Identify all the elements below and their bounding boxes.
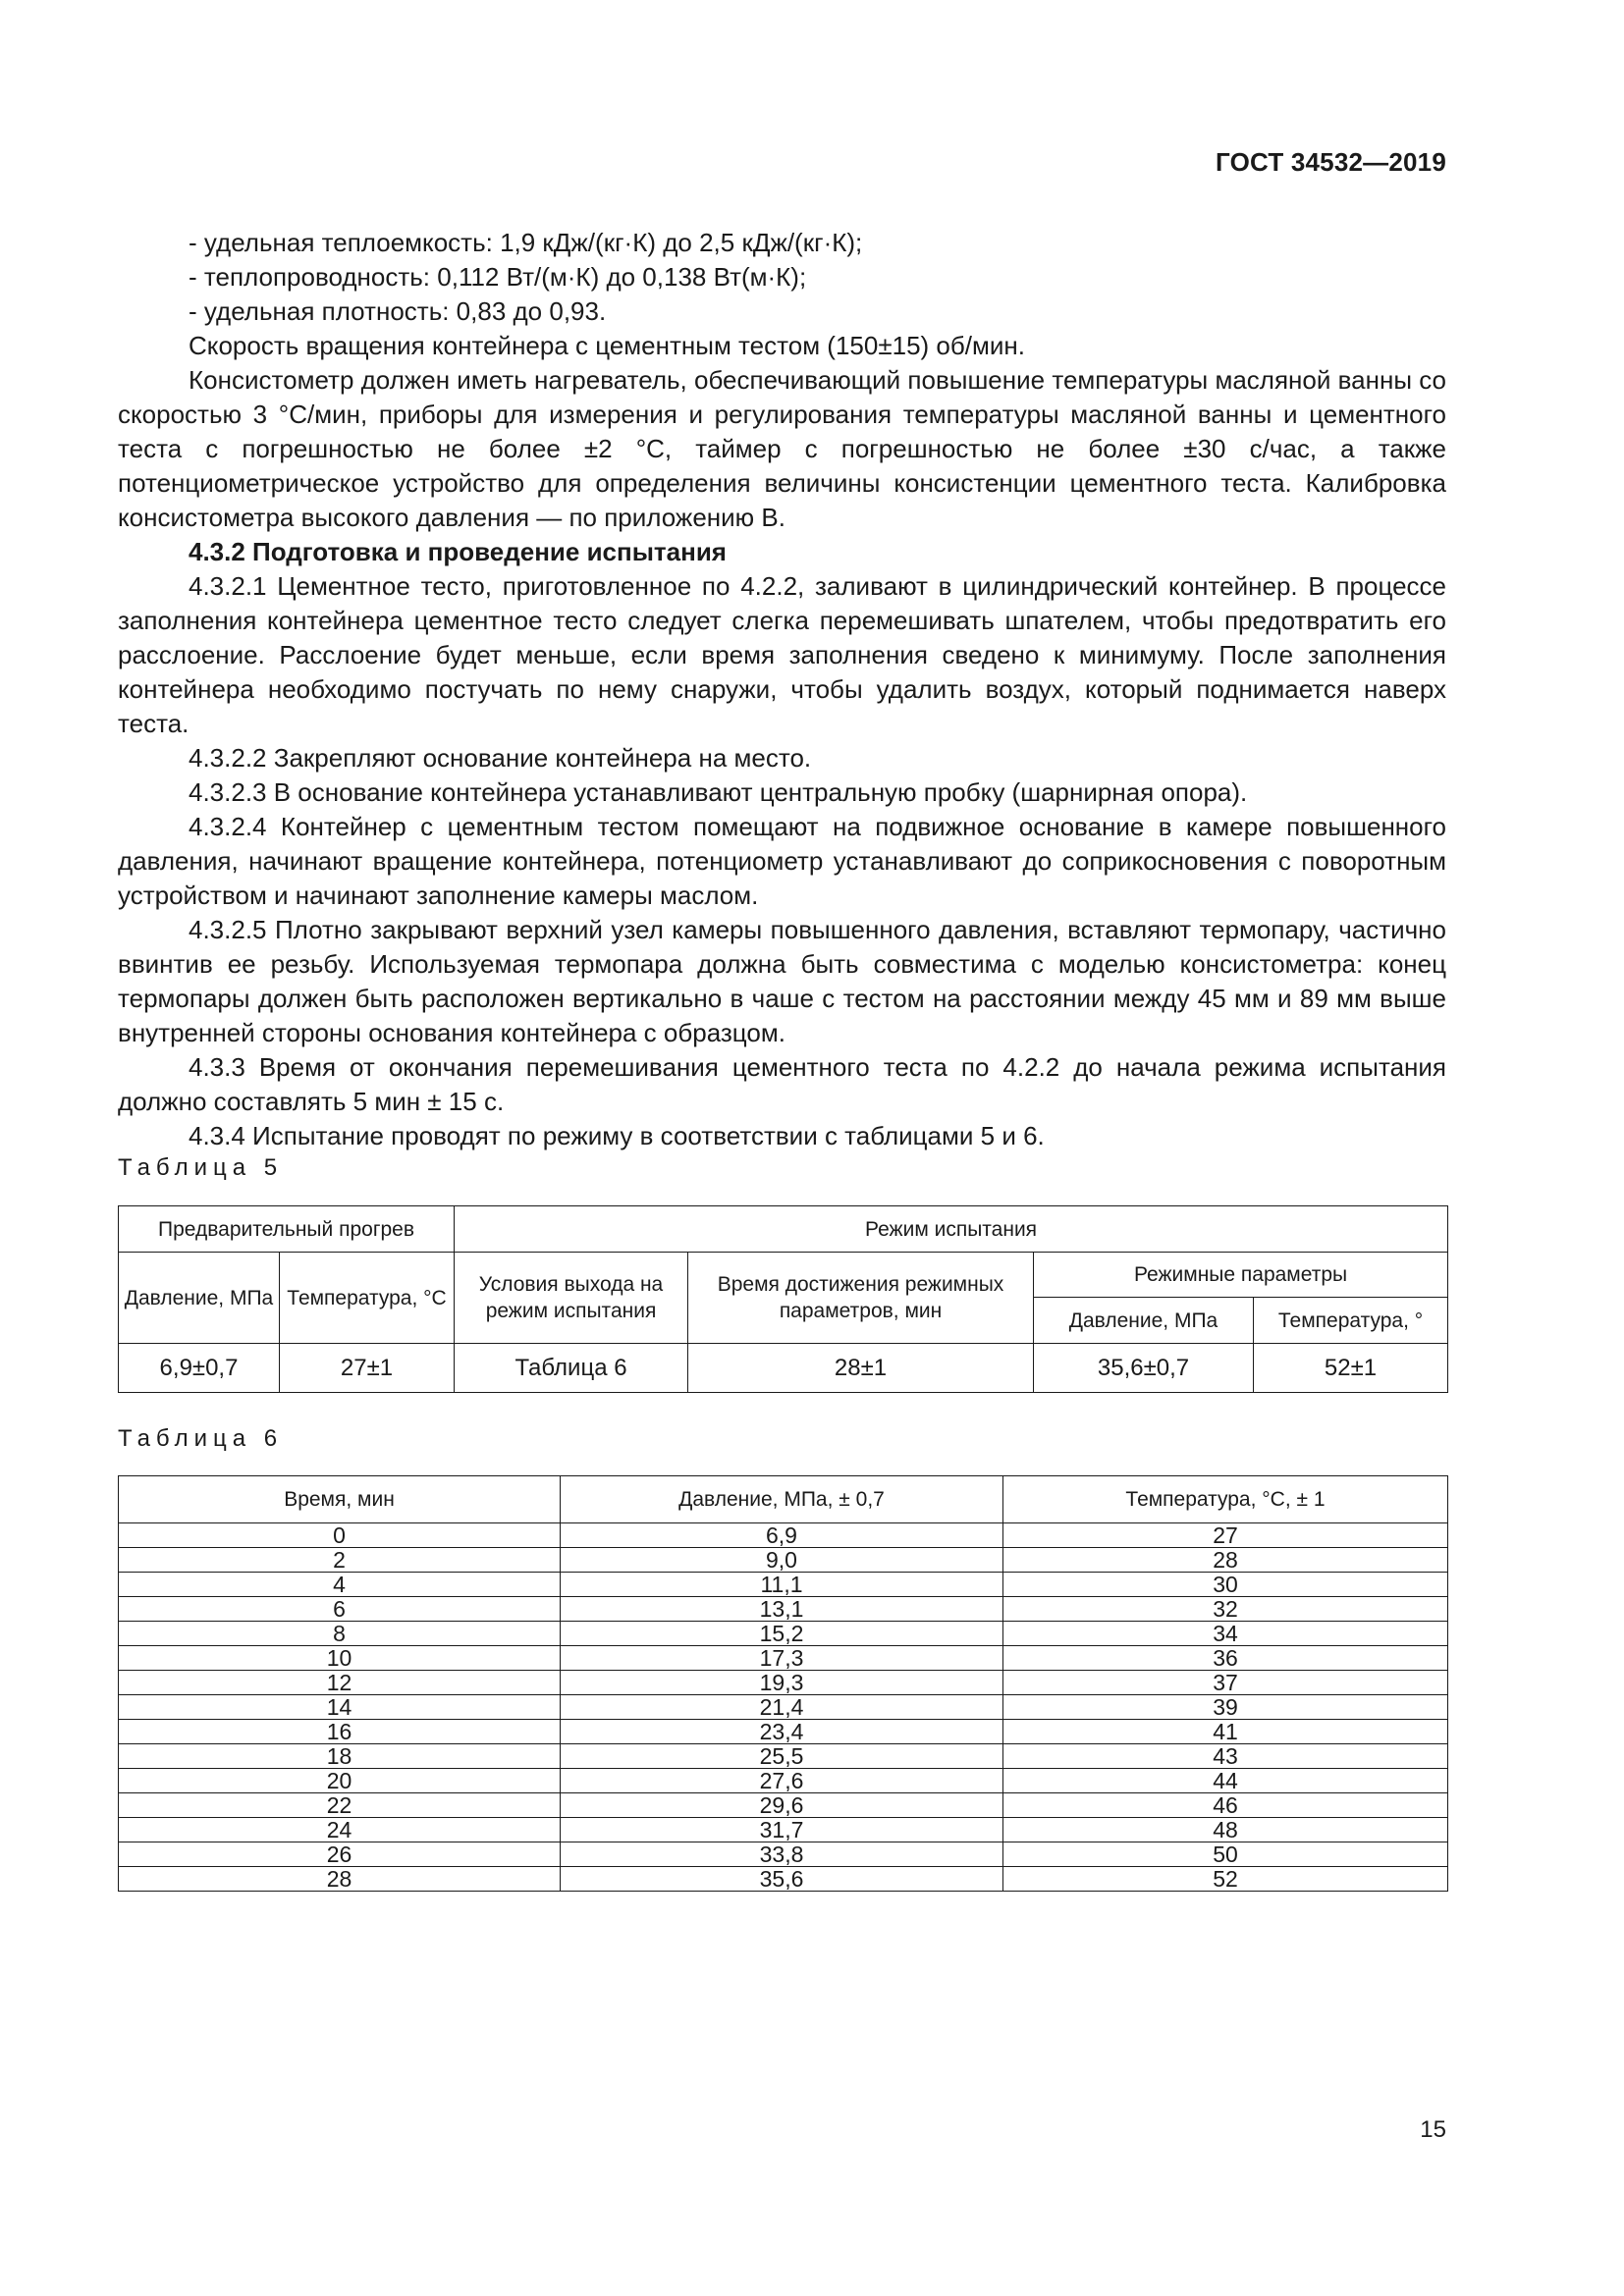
table5-group-mode: Режим испытания [455,1206,1448,1253]
table5-group-params: Режимные параметры [1034,1253,1448,1298]
table-row [119,1646,1448,1671]
table6-cell: 6,9 [561,1523,1003,1548]
table5-cell: 52±1 [1254,1344,1448,1393]
table6-cell: 35,6 [561,1867,1003,1892]
table6-cell: 14 [119,1695,561,1720]
paragraph: 4.3.4 Испытание проводят по режиму в соответствии с таблицами 5 и 6. [189,1121,1045,1150]
table6-caption: Таблица 6 [118,1425,284,1452]
table5-col-mode-temperature: Температура, ° [1254,1298,1448,1344]
table6-cell: 15,2 [561,1622,1003,1646]
table6-cell: 44 [1003,1769,1448,1793]
table6-cell: 11,1 [561,1573,1003,1597]
table6-cell: 41 [1003,1720,1448,1744]
table6-cell: 39 [1003,1695,1448,1720]
table6 [118,1475,1448,1892]
table5-cell: Таблица 6 [455,1344,688,1393]
table6-cell: 27 [1003,1523,1448,1548]
table6-cell: 27,6 [561,1769,1003,1793]
paragraph: - теплопроводность: 0,112 Вт/(м·К) до 0,138 Вт(м·К); [189,262,807,292]
table6-cell: 2 [119,1548,561,1573]
table5-cell: 28±1 [688,1344,1034,1393]
table6-cell: 50 [1003,1842,1448,1867]
table6-cell: 12 [119,1671,561,1695]
table6-cell: 24 [119,1818,561,1842]
table6-cell: 28 [1003,1548,1448,1573]
table5-cell: 6,9±0,7 [119,1344,280,1393]
table6-header-pressure: Давление, МПа, ± 0,7 [561,1476,1003,1523]
table6-cell: 13,1 [561,1597,1003,1622]
paragraph: 4.3.2.5 Плотно закрывают верхний узел камеры повышенного давления, вставляют термопару, частично ввинтив ее резьбу. Используемая термопара должна быть совместима с моделью консистометра: конец термопары должен быть расположен вертикально в чаше с тестом на расстоянии между 45 мм и 89 мм выше внутренней стороны основания контейнера с образцом. [118,915,1446,1047]
body-text [118,226,1446,1153]
paragraph: - удельная теплоемкость: 1,9 кДж/(кг·К) до 2,5 кДж/(кг·К); [189,228,863,257]
table-row [119,1744,1448,1769]
paragraph: Скорость вращения контейнера с цементным тестом (150±15) об/мин. [189,331,1025,360]
table6-cell: 17,3 [561,1646,1003,1671]
table-row [119,1818,1448,1842]
table6-cell: 32 [1003,1597,1448,1622]
table-row [119,1523,1448,1548]
table6-cell: 52 [1003,1867,1448,1892]
table-row [119,1769,1448,1793]
table6-cell: 8 [119,1622,561,1646]
table6-cell: 18 [119,1744,561,1769]
table6-cell: 26 [119,1842,561,1867]
table6-cell: 29,6 [561,1793,1003,1818]
table6-cell: 33,8 [561,1842,1003,1867]
table6-cell: 6 [119,1597,561,1622]
table6-cell: 46 [1003,1793,1448,1818]
table6-cell: 48 [1003,1818,1448,1842]
paragraph: - удельная плотность: 0,83 до 0,93. [189,296,607,326]
document-code: ГОСТ 34532—2019 [1216,147,1446,177]
table6-cell: 23,4 [561,1720,1003,1744]
table6-cell: 22 [119,1793,561,1818]
table6-cell: 37 [1003,1671,1448,1695]
table-row [119,1622,1448,1646]
paragraph: 4.3.2.3 В основание контейнера устанавливают центральную пробку (шарнирная опора). [189,777,1248,807]
table-row [119,1671,1448,1695]
table6-cell: 36 [1003,1646,1448,1671]
table5-cell: 35,6±0,7 [1034,1344,1254,1393]
table6-cell: 19,3 [561,1671,1003,1695]
table-row [119,1573,1448,1597]
table-row [119,1597,1448,1622]
table-row [119,1842,1448,1867]
paragraph: 4.3.2.1 Цементное тесто, приготовленное по 4.2.2, заливают в цилиндрический контейнер. В процессе заполнения контейнера цементное тесто следует слегка перемешивать шпателем, чтобы предотвратить его расслоение. Расслоение будет меньше, если время заполнения сведено к минимуму. После заполнения контейнера необходимо постучать по нему снаружи, чтобы удалить воздух, который поднимается наверх теста. [118,571,1446,738]
table6-cell: 20 [119,1769,561,1793]
paragraph: 4.3.3 Время от окончания перемешивания цементного теста по 4.2.2 до начала режима испытания должно составлять 5 мин ± 15 с. [118,1052,1446,1116]
table-row [119,1867,1448,1892]
table-row [119,1548,1448,1573]
table6-cell: 34 [1003,1622,1448,1646]
table-row [119,1793,1448,1818]
table6-cell: 31,7 [561,1818,1003,1842]
table6-cell: 10 [119,1646,561,1671]
table6-cell: 21,4 [561,1695,1003,1720]
table-row [119,1720,1448,1744]
page-number: 15 [1420,2116,1446,2143]
table6-cell: 25,5 [561,1744,1003,1769]
table6-cell: 0 [119,1523,561,1548]
table5 [118,1205,1448,1393]
table5-col-time: Время достижения режимных параметров, мин [688,1253,1034,1344]
table5-cell: 27±1 [280,1344,455,1393]
paragraph: 4.3.2.2 Закрепляют основание контейнера на место. [189,743,812,773]
table6-header-temperature: Температура, °С, ± 1 [1003,1476,1448,1523]
table5-col-mode-pressure: Давление, МПа [1034,1298,1254,1344]
table6-cell: 43 [1003,1744,1448,1769]
table5-group-preheat: Предварительный прогрев [119,1206,455,1253]
table5-col-temperature: Температура, °С [280,1253,455,1344]
table6-cell: 4 [119,1573,561,1597]
table6-cell: 16 [119,1720,561,1744]
table5-col-exit: Условия выхода на режим испытания [455,1253,688,1344]
table5-caption: Таблица 5 [118,1154,284,1181]
paragraph: Консистометр должен иметь нагреватель, обеспечивающий повышение температуры масляной ванны со скоростью 3 °С/мин, приборы для измерения и регулирования температуры масляной ванны и цементного теста с погрешностью не более ±2 °С, таймер с погрешностью не более ±30 с/час, а также потенциометрическое устройство для определения величины консистенции цементного теста. Калибровка консистометра высокого давления — по приложению В. [118,365,1446,532]
table-row [119,1695,1448,1720]
table6-cell: 9,0 [561,1548,1003,1573]
section-heading: 4.3.2 Подготовка и проведение испытания [189,537,727,566]
table6-cell: 28 [119,1867,561,1892]
table5-col-pressure: Давление, МПа [119,1253,280,1344]
table6-cell: 30 [1003,1573,1448,1597]
table6-header-time: Время, мин [119,1476,561,1523]
paragraph: 4.3.2.4 Контейнер с цементным тестом помещают на подвижное основание в камере повышенного давления, начинают вращение контейнера, потенциометр устанавливают до соприкосновения с поворотным устройством и начинают заполнение камеры маслом. [118,812,1446,910]
